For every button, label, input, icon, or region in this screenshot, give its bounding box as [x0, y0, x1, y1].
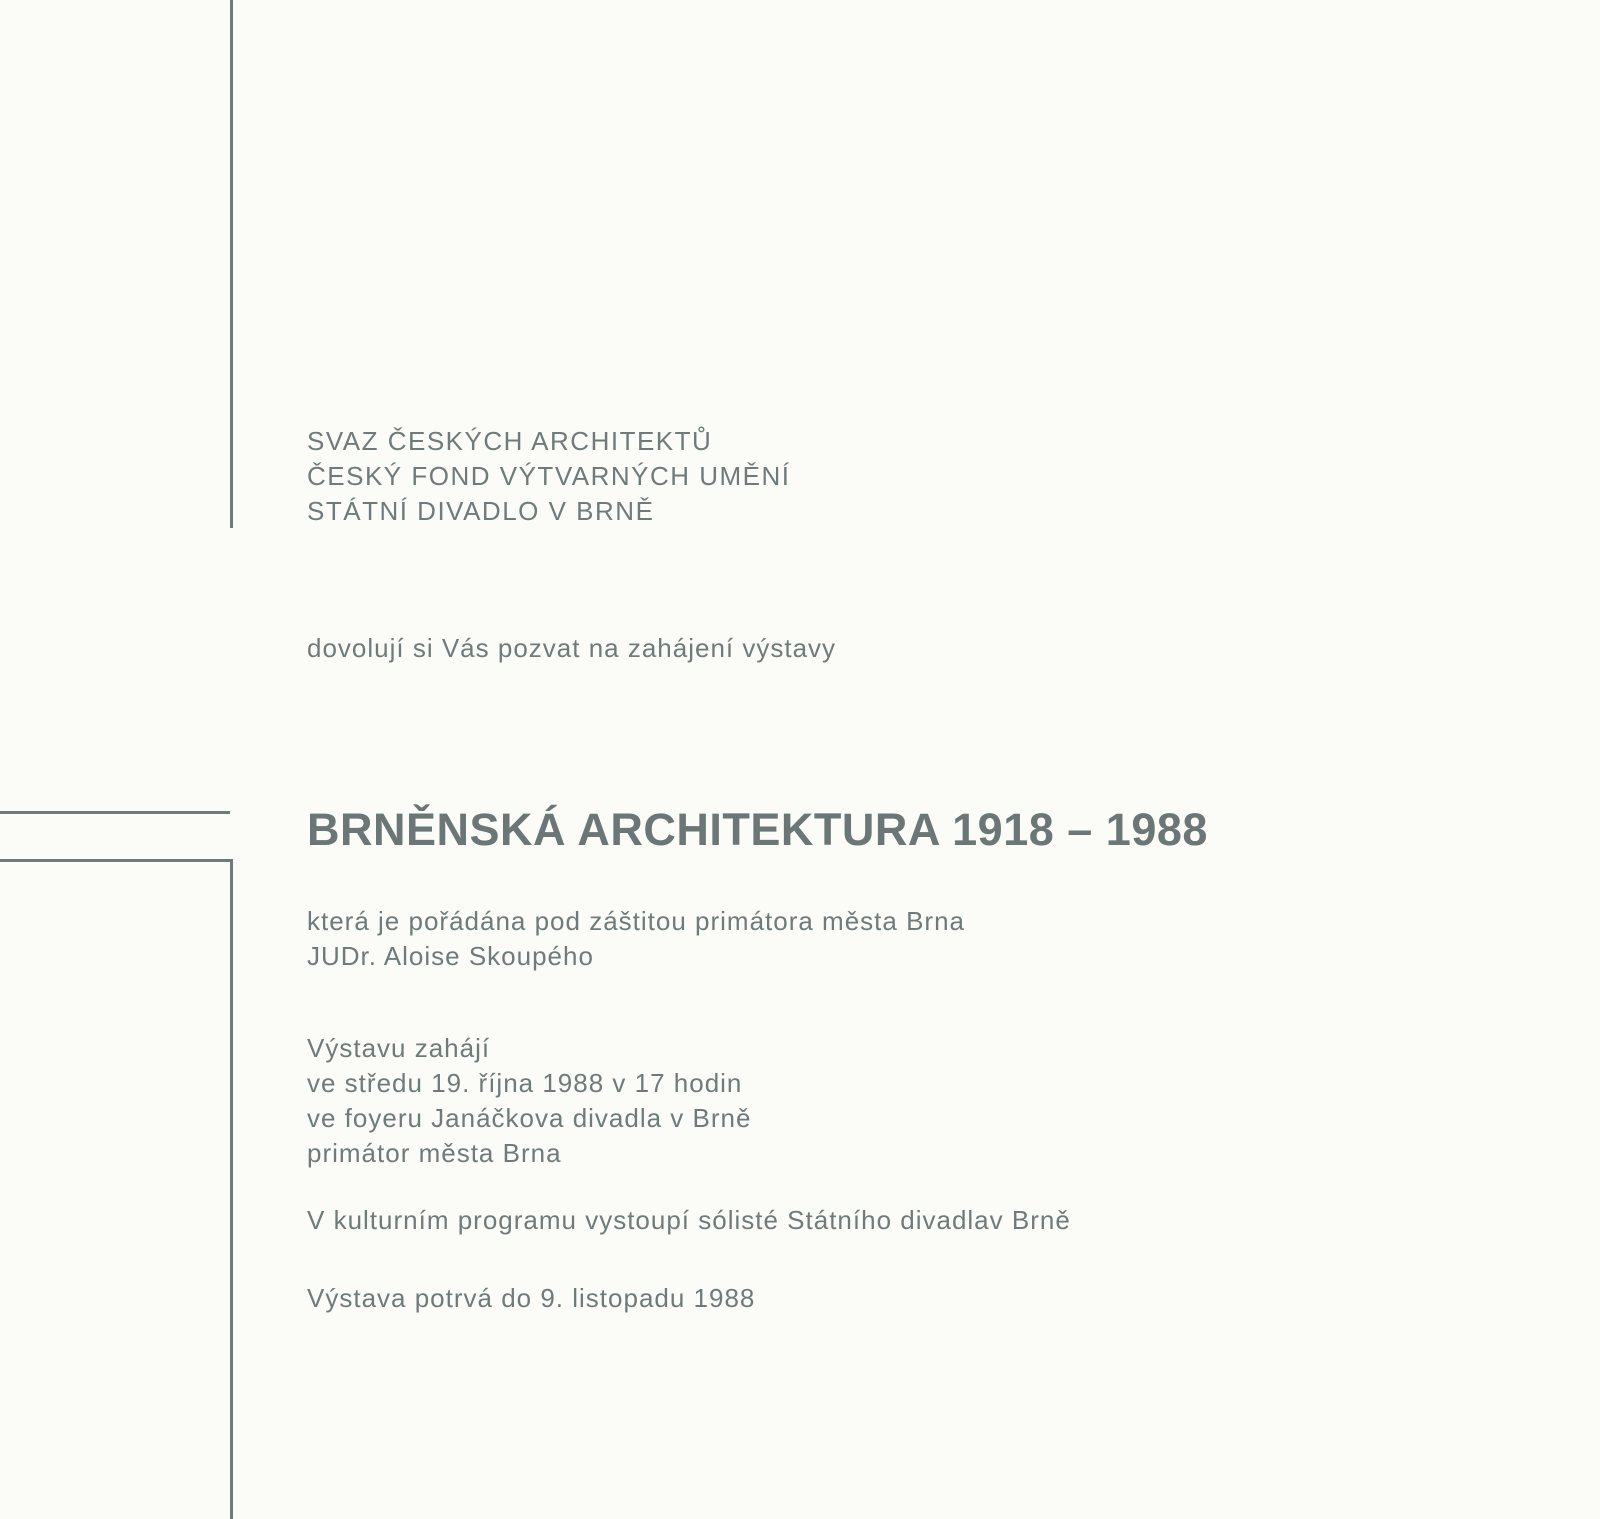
organizer-line: STÁTNÍ DIVADLO V BRNĚ	[307, 496, 655, 526]
program-line: V kulturním programu vystoupí sólisté Státního divadlav Brně	[307, 1205, 1071, 1235]
patronage-block	[307, 904, 965, 974]
duration-line: Výstava potrvá do 9. listopadu 1988	[307, 1283, 756, 1313]
patronage-line: která je pořádána pod záštitou primátora města Brna	[307, 906, 966, 936]
horizontal-rule-lower	[0, 859, 233, 862]
opening-line: ve středu 19. října 1988 v 17 hodin	[307, 1068, 743, 1098]
opening-block	[307, 1031, 751, 1171]
invitation-line: dovolují si Vás pozvat na zahájení výstavy	[307, 633, 837, 663]
opening-line: primátor města Brna	[307, 1138, 562, 1168]
horizontal-rule-upper	[0, 811, 230, 814]
vertical-rule-top	[230, 0, 233, 528]
organizer-line: SVAZ ČESKÝCH ARCHITEKTŮ	[307, 426, 713, 456]
patronage-line: JUDr. Aloise Skoupého	[307, 941, 594, 971]
opening-line: Výstavu zahájí	[307, 1033, 491, 1063]
vertical-rule-bottom	[230, 859, 233, 1519]
organizer-line: ČESKÝ FOND VÝTVARNÝCH UMĚNÍ	[307, 461, 791, 491]
organizers-block	[307, 424, 791, 529]
opening-line: ve foyeru Janáčkova divadla v Brně	[307, 1103, 752, 1133]
exhibition-title: BRNĚNSKÁ ARCHITEKTURA 1918 – 1988	[307, 804, 1208, 855]
